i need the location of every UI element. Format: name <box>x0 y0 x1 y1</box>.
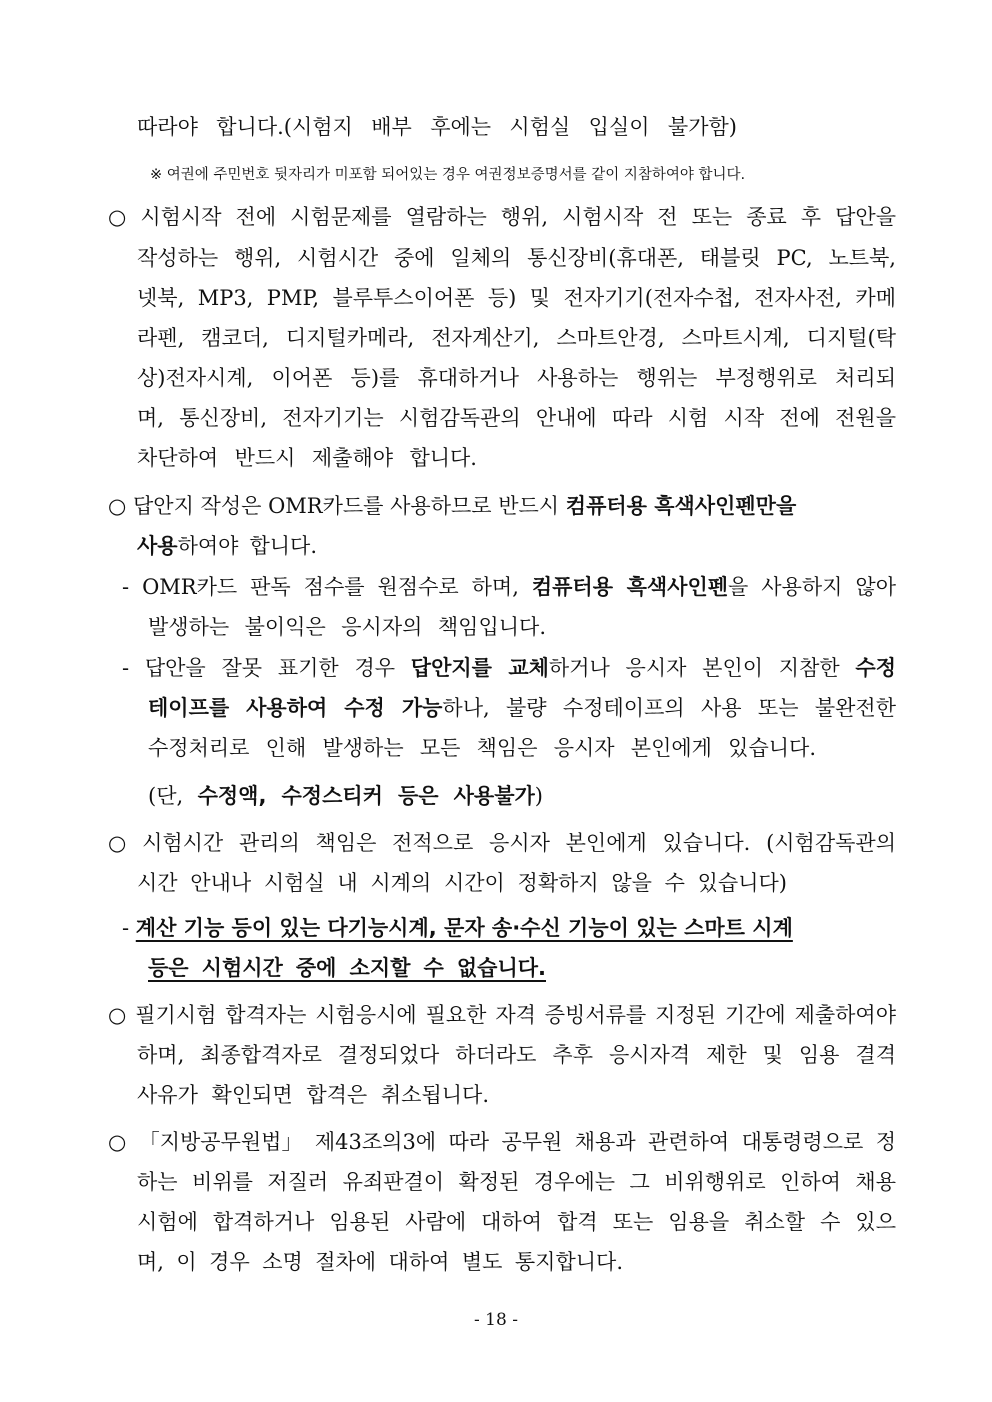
body-text: (단, <box>148 784 198 808</box>
body-text: 라펜, 캠코더, 디지털카메라, 전자계산기, 스마트안경, 스마트시계, 디지털(탁 <box>137 326 896 350</box>
body-text: 수정처리로 인해 발생하는 모든 책임은 응시자 본인에게 있습니다. <box>148 736 816 760</box>
line-content <box>137 1247 623 1277</box>
body-text: 발생하는 불이익은 응시자의 책임입니다. <box>148 615 546 639</box>
body-text: - 답안을 잘못 표기한 경우 <box>122 656 411 680</box>
line-content <box>148 733 816 763</box>
body-text: 하여야 합니다. <box>177 534 317 558</box>
line-content <box>108 1127 896 1157</box>
emphasis-text: 답안지를 교체 <box>410 656 549 680</box>
body-text: 넷북, MP3, PMP, 블루투스이어폰 등) 및 전자기기(전자수첩, 전자사전, 카메 <box>137 286 896 310</box>
emphasis-text: 사용 <box>137 534 178 558</box>
body-text: 며, 이 경우 소명 절차에 대하여 별도 통지합니다. <box>137 1250 623 1274</box>
body-text: ○ 「지방공무원법」 제43조의3에 따라 공무원 채용과 관련하여 대통령령으로 정 <box>108 1130 896 1154</box>
line-content <box>137 112 737 142</box>
line-content <box>122 653 896 683</box>
line-content <box>108 1000 896 1030</box>
line-content <box>122 913 793 943</box>
line-content <box>148 612 546 642</box>
line-content <box>137 363 896 393</box>
body-text: - <box>122 916 136 940</box>
line-content <box>137 323 896 353</box>
line-content <box>137 868 787 898</box>
line-content <box>108 828 896 858</box>
line-content <box>137 403 896 433</box>
emphasis-text: 수정 <box>855 656 896 680</box>
line-content <box>137 1207 896 1237</box>
body-text: 사유가 확인되면 합격은 취소됩니다. <box>137 1083 489 1107</box>
body-text: 하며, 최종합격자로 결정되었다 하더라도 추후 응시자격 제한 및 임용 결격 <box>137 1043 896 1067</box>
body-text: 하거나 응시자 본인이 지참한 <box>548 656 856 680</box>
line-content <box>137 1167 896 1197</box>
line-content <box>122 572 896 602</box>
line-content <box>150 160 745 190</box>
body-text: 며, 통신장비, 전자기기는 시험감독관의 안내에 따라 시험 시작 전에 전원을 <box>137 406 896 430</box>
emphasis-text: 등은 시험시간 중에 소지할 수 없습니다. <box>148 956 546 980</box>
body-text: - OMR카드 판독 점수를 원점수로 하며, <box>122 575 532 599</box>
emphasis-text: 계산 기능 등이 있는 다기능시계, 문자 송·수신 기능이 있는 스마트 시계 <box>135 916 793 940</box>
line-content <box>137 1080 489 1110</box>
body-text: ※ 여권에 주민번호 뒷자리가 미포함 되어있는 경우 여권정보증명서를 같이 지참하여야 합니다. <box>150 167 746 183</box>
page-number: - 18 - <box>474 1310 518 1330</box>
line-content <box>137 243 896 273</box>
line-content <box>148 953 546 983</box>
body-text: 시간 안내나 시험실 내 시계의 시간이 정확하지 않을 수 있습니다) <box>137 871 787 895</box>
line-content <box>108 202 896 232</box>
body-text: ○ 시험시작 전에 시험문제를 열람하는 행위, 시험시작 전 또는 종료 후 답안을 <box>108 205 896 229</box>
line-content <box>148 781 543 811</box>
body-text: 작성하는 행위, 시험시간 중에 일체의 통신장비(휴대폰, 태블릿 PC, 노트북, <box>137 246 896 270</box>
emphasis-text: 테이프를 사용하여 수정 가능 <box>148 696 443 720</box>
line-content <box>137 531 317 561</box>
emphasis-text: 수정액, 수정스티커 등은 사용불가 <box>197 784 535 808</box>
line-content <box>148 693 896 723</box>
body-text: ) <box>534 784 543 808</box>
line-content <box>137 283 896 313</box>
body-text: 시험에 합격하거나 임용된 사람에 대하여 합격 또는 임용을 취소할 수 있으 <box>137 1210 896 1234</box>
line-content <box>108 491 796 521</box>
body-text: ○ 시험시간 관리의 책임은 전적으로 응시자 본인에게 있습니다. (시험감독관의 <box>108 831 896 855</box>
body-text: ○ 필기시험 합격자는 시험응시에 필요한 자격 증빙서류를 지정된 기간에 제출하여야 <box>108 1003 896 1027</box>
body-text: 상)전자시계, 이어폰 등)를 휴대하거나 사용하는 행위는 부정행위로 처리되 <box>137 366 896 390</box>
line-content <box>137 1040 896 1070</box>
line-content <box>137 443 477 473</box>
body-text: 을 사용하지 않아 <box>728 575 896 599</box>
body-text: 하는 비위를 저질러 유죄판결이 확정된 경우에는 그 비위행위로 인하여 채용 <box>137 1170 896 1194</box>
body-text: ○ 답안지 작성은 OMR카드를 사용하므로 반드시 <box>108 494 566 518</box>
body-text: 따라야 합니다.(시험지 배부 후에는 시험실 입실이 불가함) <box>137 115 737 139</box>
body-text: 하나, 불량 수정테이프의 사용 또는 불완전한 <box>442 696 896 720</box>
body-text: 차단하여 반드시 제출해야 합니다. <box>137 446 477 470</box>
emphasis-text: 컴퓨터용 흑색사인펜 <box>531 575 729 599</box>
emphasis-text: 컴퓨터용 흑색사인펜만을 <box>565 494 797 518</box>
